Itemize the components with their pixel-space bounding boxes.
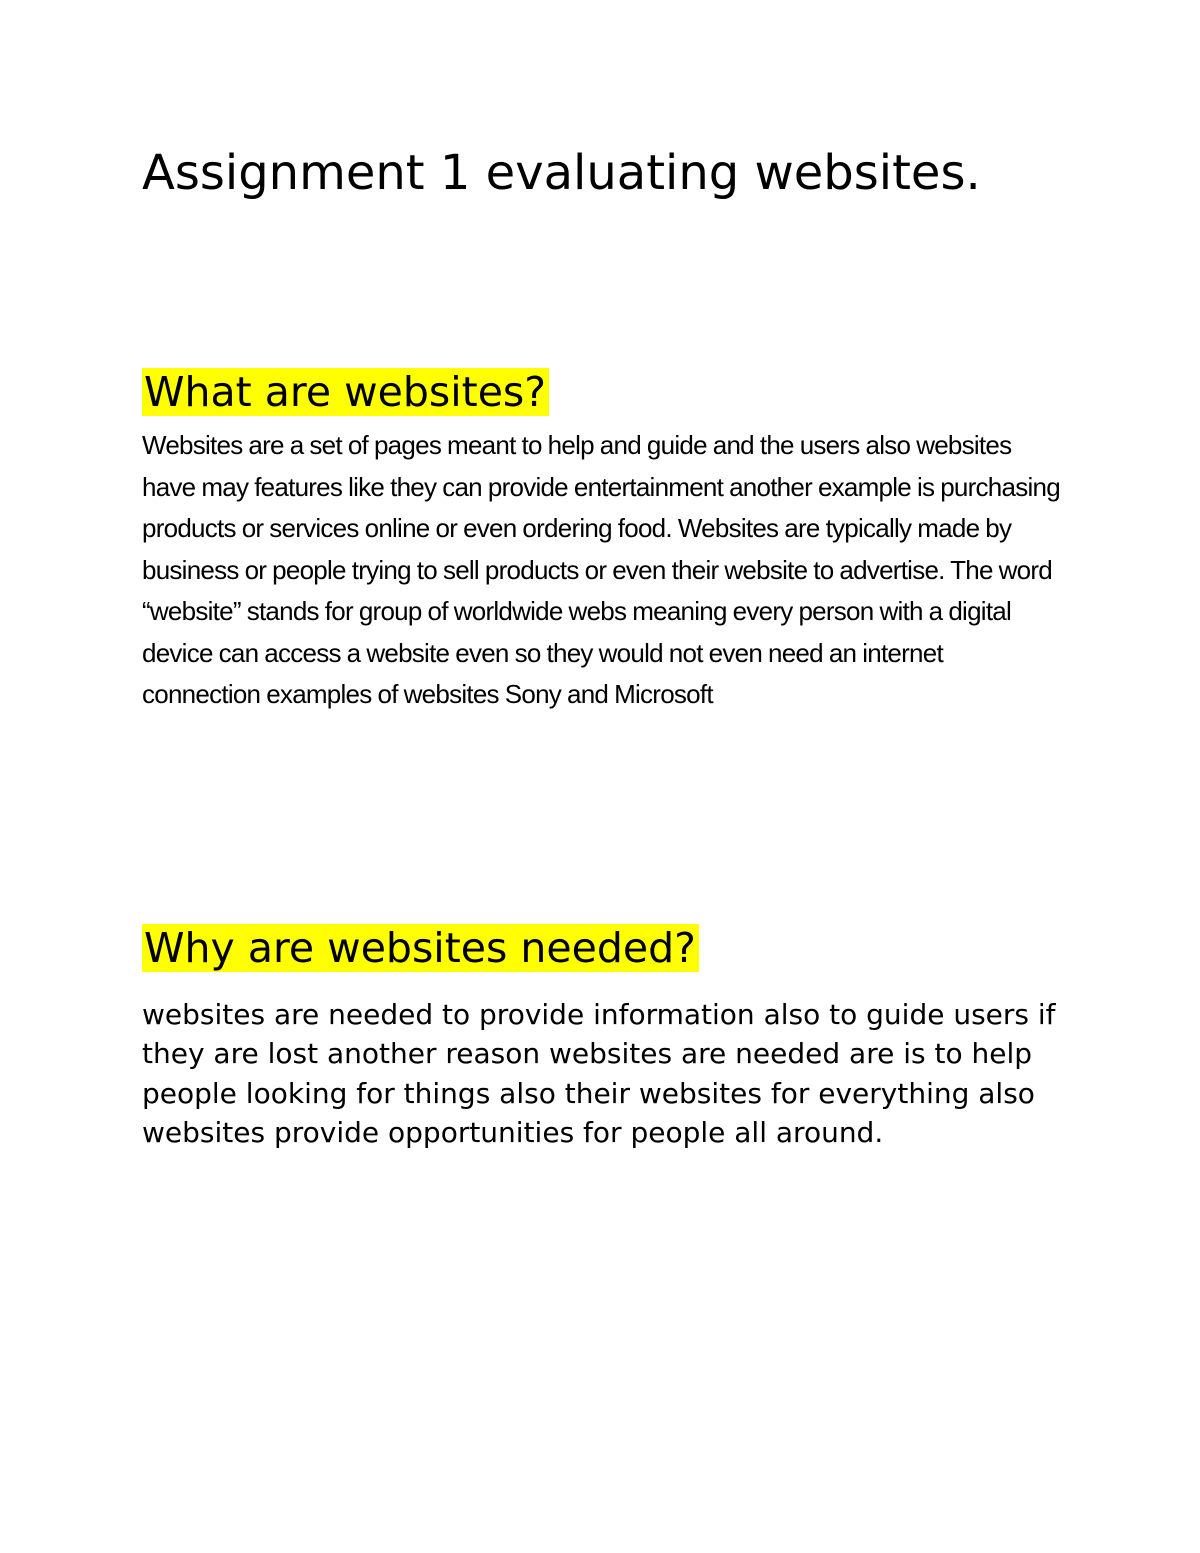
section-body-why-websites-needed: websites are needed to provide information also to guide users if they are lost another reason websites are needed are is to help people looking for things also their websites for everything also websites provide opportunities for people all around. bbox=[142, 998, 1056, 1149]
highlighted-heading-text: Why are websites needed? bbox=[142, 924, 699, 972]
section-heading-what-are-websites bbox=[142, 364, 549, 420]
document-title: Assignment 1 evaluating websites. bbox=[142, 145, 981, 201]
section-heading-why-websites-needed bbox=[142, 920, 699, 976]
highlighted-heading-text: What are websites? bbox=[142, 368, 549, 416]
section-body-what-are-websites: Websites are a set of pages meant to help and guide and the users also websites have may features like they can provide entertainment another example is purchasing products or services online or even ordering food. Websites are typically made by business or people trying to sell products or even their website to advertise. The word “website” stands for group of worldwide webs meaning every person with a digital device can access a website even so they would not even need an internet connection examples of websites Sony and Microsoft bbox=[142, 430, 1060, 709]
